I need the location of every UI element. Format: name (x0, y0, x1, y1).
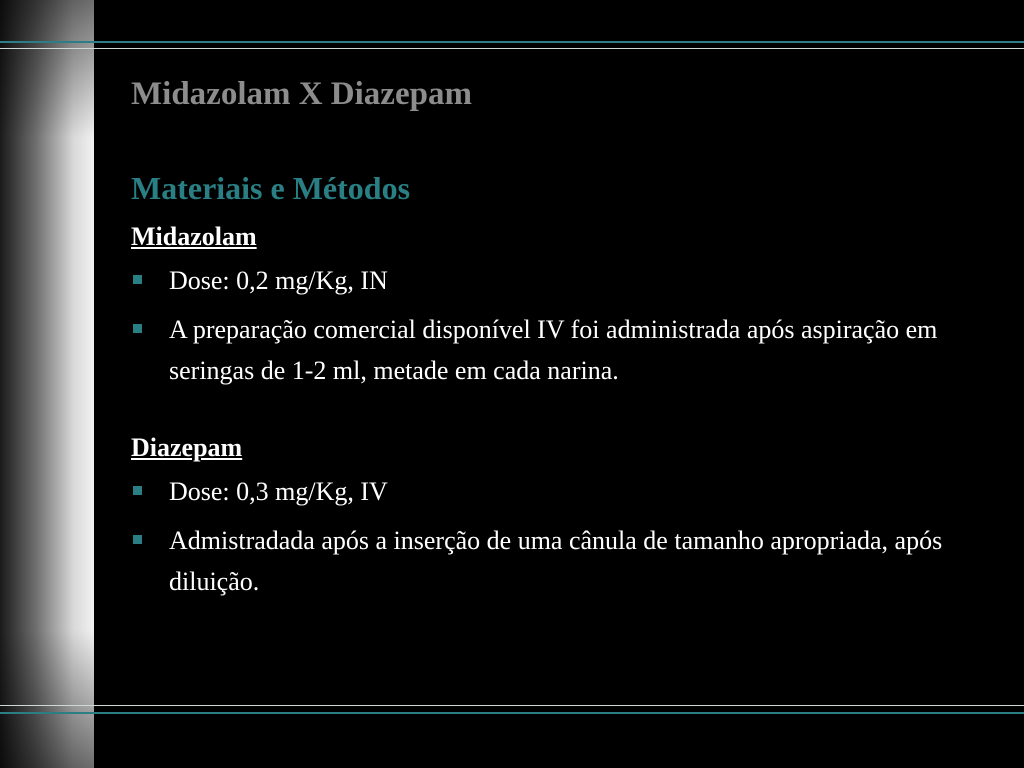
slide-title: Midazolam X Diazepam (131, 76, 472, 112)
top-white-rule (0, 48, 1024, 49)
slide-content (131, 166, 991, 602)
list-item (131, 520, 991, 602)
bullet-list-midazolam (131, 260, 991, 391)
list-item (131, 471, 991, 512)
bottom-white-rule (0, 705, 1024, 706)
list-item (131, 260, 991, 301)
section-heading-midazolam: Midazolam (131, 222, 257, 251)
top-teal-rule (0, 41, 1024, 43)
bullet-text: Dose: 0,2 mg/Kg, IN (169, 266, 388, 295)
list-item (131, 309, 991, 391)
bullet-list-diazepam (131, 471, 991, 602)
bullet-text: Admistradada após a inserção de uma cânula de tamanho apropriada, após diluição. (169, 526, 943, 596)
square-bullet-icon (133, 275, 142, 284)
square-bullet-icon (133, 486, 142, 495)
square-bullet-icon (133, 324, 142, 333)
square-bullet-icon (133, 535, 142, 544)
bottom-teal-rule (0, 712, 1024, 714)
bullet-text: Dose: 0,3 mg/Kg, IV (169, 477, 388, 506)
slide-subtitle: Materiais e Métodos (131, 170, 411, 206)
left-gradient-bar (0, 0, 94, 768)
section-heading-diazepam: Diazepam (131, 433, 243, 462)
bullet-text: A preparação comercial disponível IV foi administrada após aspiração em seringas de 1-2 ml, metade em cada narina. (169, 315, 938, 385)
